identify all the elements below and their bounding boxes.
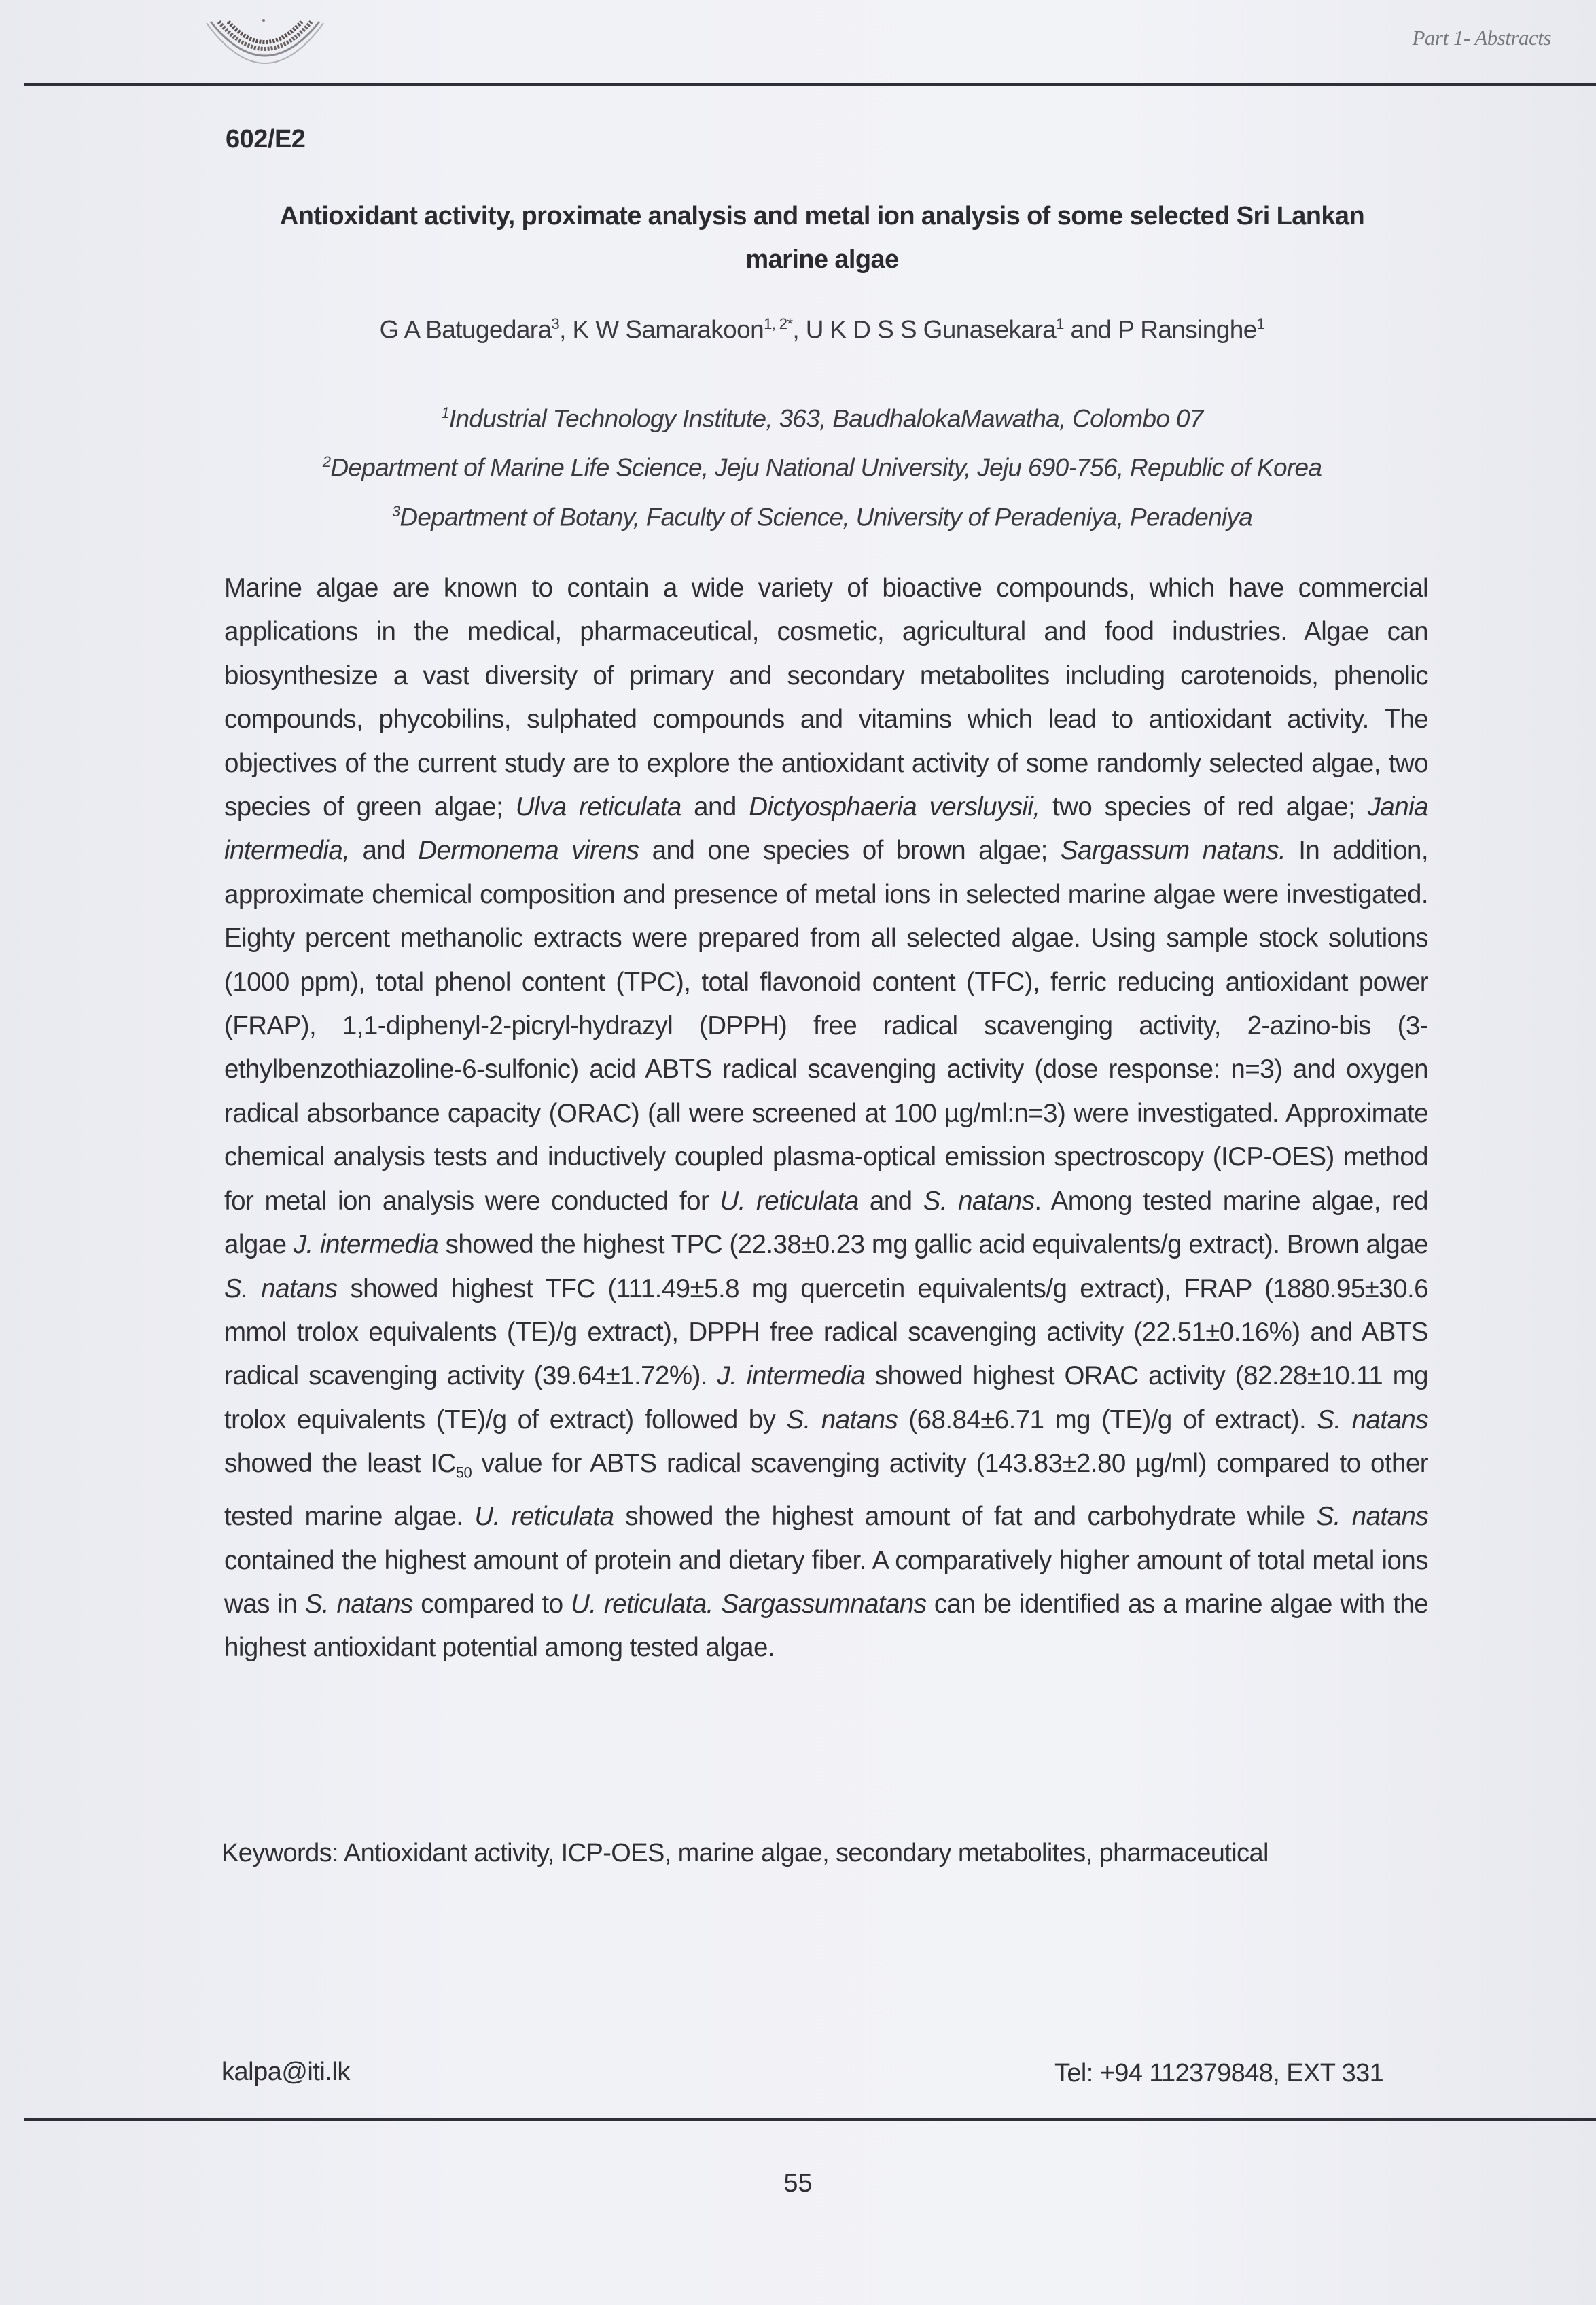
author-name: P Ransinghe — [1118, 315, 1257, 344]
page-number: 55 — [783, 2169, 813, 2198]
species-name: J. intermedia — [717, 1361, 866, 1391]
abstract-body — [224, 567, 1428, 1670]
running-head: Part 1- Abstracts — [1412, 26, 1551, 50]
header-divider — [24, 83, 1596, 86]
abstract-text: two species of red algae; — [1040, 792, 1368, 822]
species-name: S. natans — [304, 1589, 413, 1619]
species-name: S. natans — [786, 1405, 898, 1435]
affiliation-text: Department of Marine Life Science, Jeju National University, Jeju 690-756, Republic of Korea — [330, 453, 1322, 482]
footer-divider — [24, 2118, 1596, 2121]
author-name: U K D S S Gunasekara — [805, 315, 1057, 344]
abstract-text: and one species of brown algae; — [639, 836, 1061, 866]
species-name: U. reticulata — [474, 1502, 614, 1532]
abstract-text: and — [858, 1186, 923, 1216]
abstract-text: In addition, approximate chemical composition and presence of metal ions in selected marine algae were investigated. Eighty percent methanolic extracts were prepared from all selected algae. Using sample stock solutions (1000 ppm), total phenol content (TPC), total flavonoid content (TFC), ferric reducing antioxidant power (FRAP), 1,1-diphenyl-2-picryl-hydrazyl (DPPH) free radical scavenging activity, 2-azino-bis (3-ethylbenzothiazoline-6-sulfonic) acid ABTS radical scavenging activity (dose response: n=3) and oxygen radical absorbance capacity (ORAC) (all were screened at 100 µg/ml:n=3) were investigated. Approximate chemical analysis tests and inductively coupled plasma-optical emission spectroscopy (ICP-OES) method for metal ion analysis were conducted for — [224, 836, 1428, 1216]
author-separator: and — [1063, 315, 1118, 344]
abstract-text: and — [349, 836, 419, 866]
species-name: S. natans — [1317, 1405, 1428, 1435]
title-line-1: Antioxidant activity, proximate analysis and metal ion analysis of some selected Sri Lankan — [279, 202, 1365, 230]
species-name: Dictyosphaeria versluysii, — [749, 792, 1040, 822]
abstract-text: compared to — [412, 1589, 571, 1619]
species-name: S. natans — [923, 1186, 1035, 1216]
author-affiliation-mark: 1 — [1056, 315, 1064, 332]
author-name: K W Samarakoon — [572, 315, 764, 344]
paper-title — [224, 194, 1420, 281]
subscript: 50 — [455, 1464, 472, 1481]
species-name: Sargassum natans. — [1060, 836, 1286, 866]
abstract-text: and — [681, 792, 749, 822]
institute-crest-icon — [204, 15, 326, 64]
author-list — [224, 315, 1420, 344]
author-separator: , — [559, 315, 573, 344]
author-separator: , — [792, 315, 806, 344]
species-name: U. reticulata — [720, 1186, 859, 1216]
affiliation-1 — [224, 391, 1420, 440]
title-line-2: marine algae — [745, 245, 899, 274]
author-affiliation-mark: 3 — [551, 315, 560, 332]
abstract-text: (68.84±6.71 mg (TE)/g of extract). — [898, 1405, 1317, 1435]
abstract-text: showed the highest TPC (22.38±0.23 mg gallic acid equivalents/g extract). Brown algae — [438, 1230, 1428, 1260]
author-affiliation-mark: 1 — [1256, 315, 1265, 332]
affiliation-mark: 1 — [441, 404, 449, 421]
abstract-text: Marine algae are known to contain a wide variety of bioactive compounds, which have commercial applications in the medical, pharmaceutical, cosmetic, agricultural and food industries. Algae can biosynthesize a vast diversity of primary and secondary metabolites including carotenoids, phenolic compounds, phycobilins, sulphated compounds and vitamins which lead to antioxidant activity. The objectives of the current study are to explore the antioxidant activity of some randomly selected algae, two species of green algae; — [224, 574, 1428, 822]
affiliation-text: Industrial Technology Institute, 363, BaudhalokaMawatha, Colombo 07 — [448, 404, 1203, 433]
keywords: Keywords: Antioxidant activity, ICP-OES, marine algae, secondary metabolites, pharmaceutical — [221, 1839, 1269, 1867]
abstract-text: . Among tested marine algae, red algae — [224, 1186, 1428, 1260]
affiliation-list — [224, 391, 1420, 539]
footer-email: kalpa@iti.lk — [221, 2058, 350, 2086]
species-name: S. natans — [224, 1273, 338, 1303]
species-name: S. natans — [1316, 1502, 1429, 1532]
species-name: Dermonema virens — [418, 836, 639, 866]
species-name: J. intermedia — [293, 1230, 439, 1260]
species-name: Ulva reticulata — [515, 792, 681, 822]
footer-telephone: Tel: +94 112379848, EXT 331 — [1054, 2059, 1384, 2088]
affiliation-text: Department of Botany, Faculty of Science, University of Peradeniya, Peradeniya — [400, 502, 1253, 531]
species-name: U. reticulata. Sargassumnatans — [571, 1589, 927, 1619]
author-name: G A Batugedara — [379, 315, 552, 344]
abstract-text: can be identified as a marine algae with the highest antioxidant potential among tested algae. — [224, 1589, 1429, 1663]
abstract-text: contained the highest amount of protein and dietary fiber. A comparatively higher amount of total metal ions was in — [224, 1545, 1428, 1619]
abstract-text: showed highest TFC (111.49±5.8 mg quercetin equivalents/g extract), FRAP (1880.95±30.6 mmol trolox equivalents (TE)/g extract), DPPH free radical scavenging activity (22.51±0.16%) and ABTS radical scavenging activity (39.64±1.72%). — [224, 1273, 1428, 1391]
affiliation-3 — [224, 490, 1420, 539]
abstract-text: showed the highest amount of fat and carbohydrate while — [614, 1502, 1317, 1532]
affiliation-mark: 3 — [391, 502, 400, 520]
affiliation-2 — [224, 440, 1420, 489]
abstract-id: 602/E2 — [226, 125, 306, 154]
abstract-text: showed the least IC — [224, 1449, 456, 1479]
author-affiliation-mark: 1, 2* — [764, 315, 793, 332]
abstract-text: value for ABTS radical scavenging activity (143.83±2.80 µg/ml) compared to other tested marine algae. — [224, 1449, 1428, 1532]
abstract-text: showed highest ORAC activity (82.28±10.11 mg trolox equivalents (TE)/g of extract) followed by — [224, 1361, 1429, 1435]
affiliation-mark: 2 — [322, 453, 331, 471]
species-name: Jania intermedia, — [224, 792, 1428, 866]
